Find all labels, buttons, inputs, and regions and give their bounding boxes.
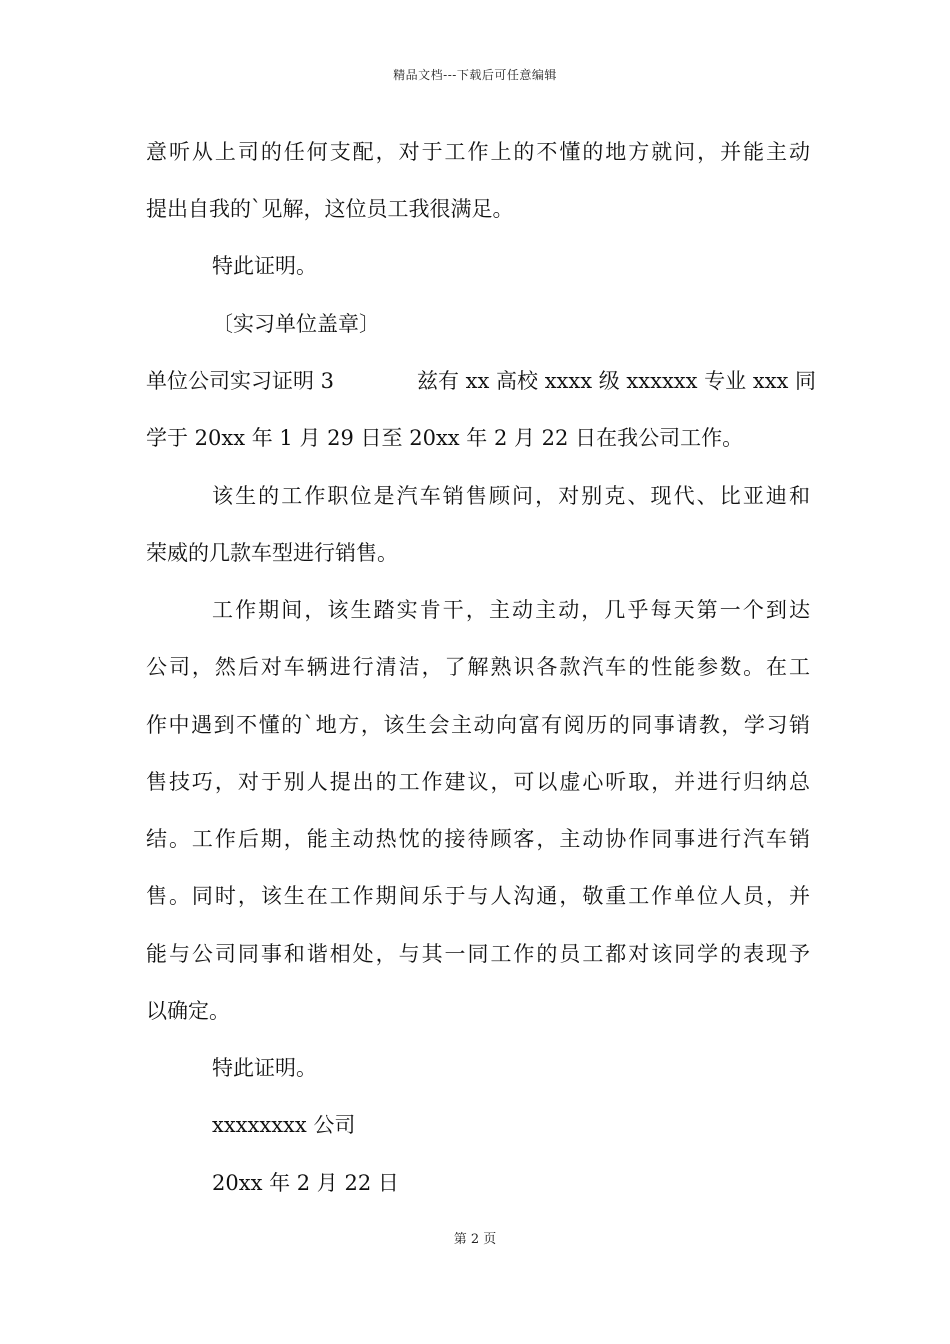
page-header: 精品文档---下载后可任意编辑 [393,68,557,82]
page-number: 第 2 页 [453,1232,497,1247]
paragraph-4-line-6: 售。同时，该生在工作期间乐于与人沟通，敬重工作单位人员，并 [146,884,810,908]
paragraph-3-line-1: 该生的工作职位是汽车销售顾问，对别克、现代、比亚迪和 [212,484,810,508]
paragraph-2-line-1: 兹有 xx 高校 xxxx 级 xxxxxx 专业 xxx 同 [417,369,817,393]
signature-date: 20xx 年 2 月 22 日 [212,1171,399,1195]
paragraph-4-line-3: 作中遇到不懂的`地方，该生会主动向富有阅历的同事请教，学习销 [146,713,810,737]
section-title: 单位公司实习证明 3 [146,369,335,393]
paragraph-1-line-1: 意听从上司的任何支配，对于工作上的不懂的地方就问，并能主动 [146,140,810,164]
certify-statement-1: 特此证明。 [212,254,317,278]
paragraph-3-line-2: 荣威的几款车型进行销售。 [146,541,398,565]
paragraph-4-line-7: 能与公司同事和谐相处，与其一同工作的员工都对该同学的表现予 [146,942,810,966]
company-name: xxxxxxxx 公司 [212,1113,356,1137]
stamp-note: 〔实习单位盖章〕 [212,312,380,336]
paragraph-4-line-8: 以确定。 [146,999,230,1023]
paragraph-1-line-2: 提出自我的`见解，这位员工我很满足。 [146,197,514,221]
paragraph-2-line-2: 学于 20xx 年 1 月 29 日至 20xx 年 2 月 22 日在我公司工作。 [146,426,744,450]
paragraph-4-line-1: 工作期间，该生踏实肯干，主动主动，几乎每天第一个到达 [212,598,810,622]
paragraph-4-line-2: 公司，然后对车辆进行清洁，了解熟识各款汽车的性能参数。在工 [146,655,810,679]
paragraph-4-line-5: 结。工作后期，能主动热忱的接待顾客，主动协作同事进行汽车销 [146,827,810,851]
paragraph-4-line-4: 售技巧，对于别人提出的工作建议，可以虚心听取，并进行归纳总 [146,770,810,794]
certify-statement-2: 特此证明。 [212,1056,317,1080]
section-title-line [146,365,817,397]
